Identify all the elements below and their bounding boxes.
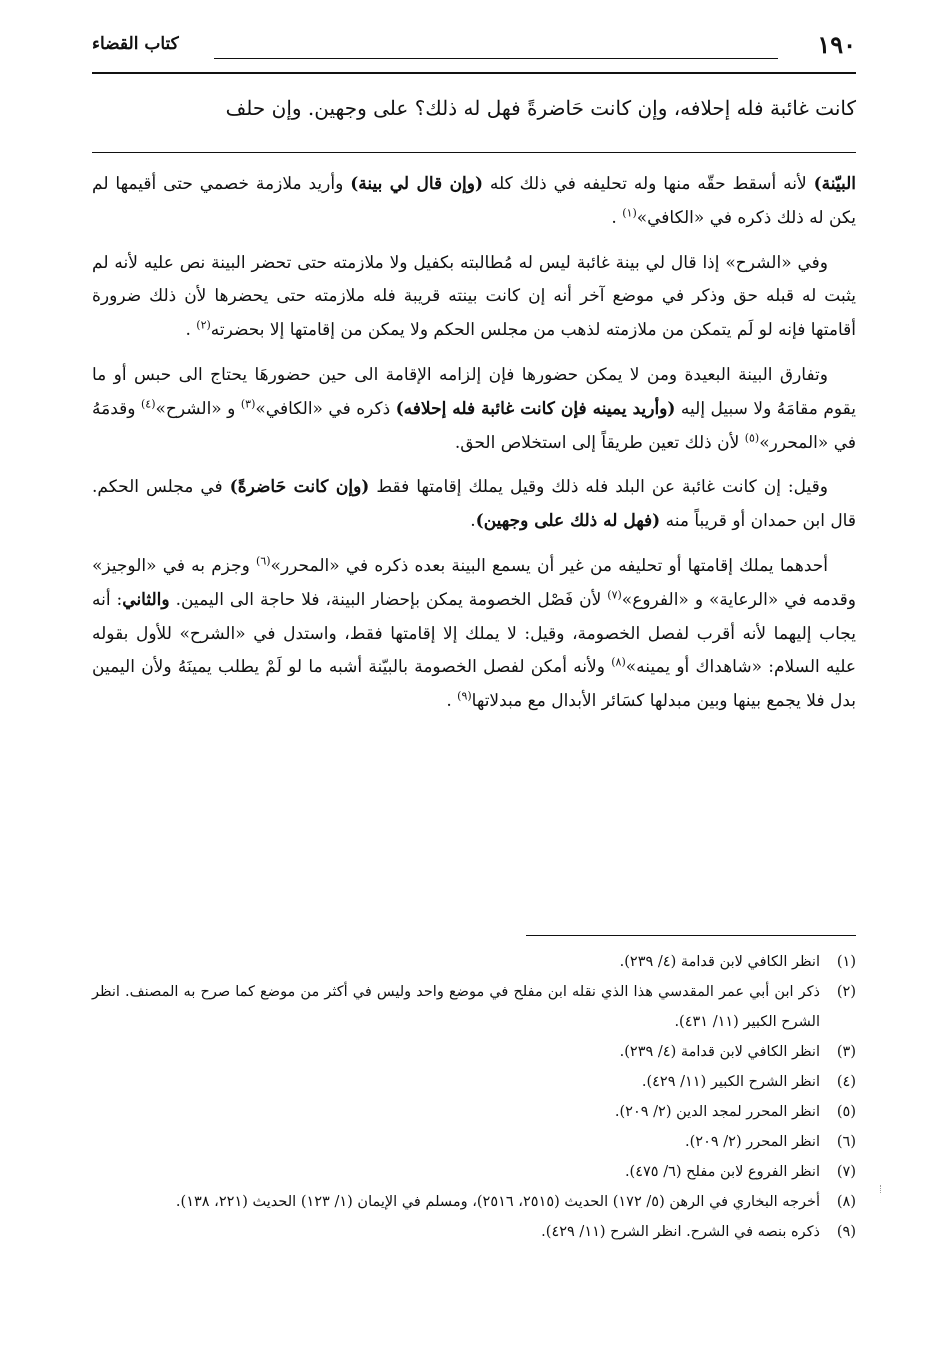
footnote-item — [92, 1217, 856, 1247]
text-segment: لأن فَصْل الخصومة يمكن بإحضار البينة، فلا حاجة الى اليمين. — [169, 589, 608, 610]
footnote-number: (٧) — [836, 1164, 856, 1180]
footnote-ref: (٣) — [240, 397, 256, 411]
commentary-paragraph — [92, 471, 856, 539]
text-segment: وأريد ملازمة خصمي حتى أقيمها لم يكن له ذلك ذكره في «الكافي» — [92, 174, 856, 228]
footnote-ref: (٤) — [140, 397, 156, 411]
footnote-text: انظر الشرح الكبير (١١/ ٤٢٩). — [641, 1074, 820, 1090]
text-segment: . — [470, 511, 476, 532]
text-segment: وجزم به في «الوجيز» وقدمه في «الرعاية» و «الفروع» — [92, 555, 856, 610]
footnote-text: انظر الكافي لابن قدامة (٤/ ٢٣٩). — [619, 954, 820, 970]
footnotes-list — [92, 947, 856, 1247]
matn-quote: (وأريد يمينه فإن كانت غائبة فله إحلافه) — [395, 398, 676, 419]
footnote-text: ذكره بنصه في الشرح. انظر الشرح (١١/ ٤٢٩). — [541, 1224, 820, 1240]
footnote-item — [92, 947, 856, 977]
footnote-number: (٣) — [836, 1044, 856, 1060]
matn-quote: والثاني — [122, 589, 170, 610]
page-number: ١٩٠ — [817, 30, 856, 59]
matn-quote: (وإن قال لي بينة) — [350, 174, 484, 194]
footnote-text: أخرجه البخاري في الرهن (٥/ ١٧٢) الحديث (٢٥١٥، ٢٥١٦)، ومسلم في الإيمان (١/ ١٢٣) الحديث (٢٢١، ١٣٨). — [175, 1194, 820, 1210]
text-segment: . — [185, 320, 197, 341]
footnote-number: (٤) — [836, 1074, 856, 1090]
text-segment: أحدهما يملك إقامتها أو تحليفه من غير أن يسمع البينة بعده ذكره في «المحرر» — [270, 555, 828, 576]
footnote-item — [92, 1127, 856, 1157]
header-dash-line — [214, 58, 778, 59]
footnote-item — [92, 1157, 856, 1187]
running-header — [92, 28, 856, 68]
footnote-number: (٦) — [836, 1134, 856, 1150]
footnote-item — [92, 1097, 856, 1127]
text-segment: وفي «الشرح» إذا قال لي بينة غائبة ليس له مُطالبته بكفيل ولا ملازمته حتى تحضر البينة نص عليه لأنه لم يثبت له قبله حق وذكر في موضع آخر أنه إن كانت بينته قريبة فله ملازمته حتى يحضرها لأن ذلك ضرورة أقامتها فإنه لو لَم يتمكن من ملازمته لذهب من مجلس الحكم ولا يمكن من إقامتها إلا بحضرته — [92, 252, 856, 341]
footnote-number: (٥) — [836, 1104, 856, 1120]
text-segment: وقيل: إن كانت غائبة عن البلد فله ذلك وقيل يملك إقامتها فقط — [369, 477, 828, 498]
commentary-paragraph — [92, 550, 856, 719]
matn-quote: البيّنة) — [813, 174, 857, 194]
margin-mark — [878, 1185, 881, 1193]
commentary-paragraph — [92, 247, 856, 348]
commentary-paragraph — [92, 359, 856, 460]
footnote-ref: (٦) — [256, 554, 271, 568]
footnote-ref: (١) — [622, 206, 637, 220]
footnote-ref: (٢) — [196, 318, 211, 332]
text-segment: ولأنه أمكن لفصل الخصومة بالبيّنة أشبه ما لو لَمْ يطلب يمينَهُ ولأن اليمين بدل فلا يجمع بينها وبين مبدلها كسَائر الأبدال مع مبدلاتها — [92, 657, 856, 712]
commentary-paragraph — [92, 168, 856, 236]
footnote-ref: (٥) — [744, 430, 760, 444]
text-segment: : أنه يجاب إليهما لأنه أقرب لفصل الخصومة، وقيل: لا يملك إلا إقامتها فقط، واستدل في «الشرح» للأول بقوله عليه السلام: «شاهداك أو يمينه» — [92, 589, 857, 678]
commentary-body — [92, 168, 856, 730]
text-segment: وقدمَهُ في «المحرر» — [92, 398, 856, 453]
text-segment: لأنه أسقط حقّه منها وله تحليفه في ذلك كله — [483, 174, 814, 194]
footnote-text: انظر المحرر (٢/ ٢٠٩). — [685, 1134, 820, 1150]
text-segment: . — [446, 691, 458, 712]
footnote-separator — [526, 935, 856, 936]
text-segment: لأن ذلك تعين طريقاً إلى استخلاص الحق. — [454, 432, 745, 453]
footnote-item — [92, 1037, 856, 1067]
footnote-text: انظر المحرر لمجد الدين (٢/ ٢٠٩). — [614, 1104, 820, 1120]
footnote-number: (٩) — [836, 1224, 856, 1240]
footnote-text: ذكر ابن أبي عمر المقدسي هذا الذي نقله ابن مفلح في موضع واحد وليس في أكثر من موضع كما صرح به المصنف. انظر الشرح الكبير (١١/ ٤٣١). — [92, 984, 820, 1030]
footnote-item — [92, 1067, 856, 1097]
text-segment: و «الشرح» — [155, 398, 241, 419]
matn-quote: (وإن كانت حَاضرةً) — [229, 477, 370, 498]
header-rule — [92, 72, 856, 74]
footnote-ref: (٧) — [607, 588, 622, 602]
footnote-ref: (٩) — [457, 689, 472, 703]
book-title: كتاب القضاء — [92, 34, 179, 54]
footnote-text: انظر الفروع لابن مفلح (٦/ ٤٧٥). — [624, 1164, 820, 1180]
footnote-ref: (٨) — [611, 655, 626, 669]
footnote-text: انظر الكافي لابن قدامة (٤/ ٢٣٩). — [619, 1044, 820, 1060]
text-segment: في مجلس الحكم. قال ابن حمدان أو قريباً منه — [92, 477, 856, 532]
footnote-number: (١) — [836, 954, 856, 970]
matn-text: كانت غائبة فله إحلافه، وإن كانت حَاضرةً فهل له ذلك؟ على وجهين. وإن حلف — [225, 96, 856, 120]
footnote-number: (٢) — [836, 984, 856, 1000]
footnote-number: (٨) — [836, 1194, 856, 1210]
matn-separator — [92, 152, 856, 153]
text-segment: . — [611, 207, 623, 228]
text-segment: ذكره في «الكافي» — [255, 398, 396, 419]
matn-quote: (فهل له ذلك على وجهين) — [475, 511, 661, 532]
text-segment: وتفارق البينة البعيدة ومن لا يمكن حضورها فإن إلزامه الإقامة الى حين حضورهَا يحتاج الى حبس أو ما يقوم مقامَهُ ولا سبيل إليه — [92, 364, 856, 419]
footnote-item — [92, 977, 856, 1037]
footnote-item — [92, 1187, 856, 1217]
